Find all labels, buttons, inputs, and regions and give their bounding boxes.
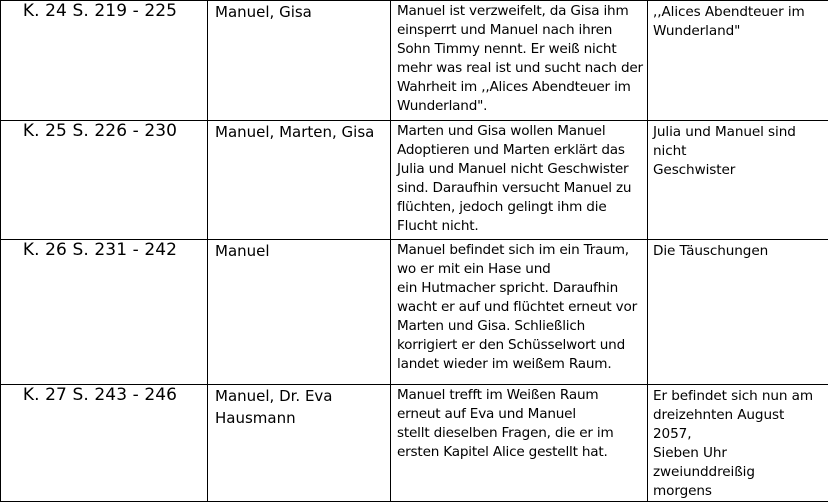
persons-text: Manuel [215,240,390,262]
summary-cell [391,1,648,121]
table-row [1,121,828,240]
persons-cell [208,1,391,121]
chapter-label: K. 25 S. 226 - 230 [23,121,177,141]
summary-text: Manuel ist verzweifelt, da Gisa ihm einsperrt und Manuel nach ihren Sohn Timmy nennt. Er weiß nicht mehr was real ist und sucht nach der Wahrheit im ,,Alices Abendteuer im Wunderland". [397,2,643,116]
note-text: Julia und Manuel sind nicht Geschwister [653,123,824,180]
persons-cell [208,240,391,385]
chapter-label: K. 26 S. 231 - 242 [23,240,177,260]
summary-text: Manuel trefft im Weißen Raum erneut auf Eva und Manuel stellt dieselben Fragen, die er im ersten Kapitel Alice gestellt hat. [397,386,643,462]
chapter-cell [1,1,208,121]
table-row [1,385,828,502]
persons-cell [208,121,391,240]
note-cell [648,385,828,502]
table-row [1,1,828,121]
summary-cell [391,385,648,502]
note-cell [648,121,828,240]
summary-cell [391,240,648,385]
summary-cell [391,121,648,240]
chapter-cell [1,240,208,385]
chapter-cell [1,121,208,240]
persons-cell [208,385,391,502]
persons-text: Manuel, Dr. Eva Hausmann [215,385,390,429]
chapter-label: K. 24 S. 219 - 225 [23,1,177,21]
chapter-cell [1,385,208,502]
note-text: Er befindet sich nun am dreizehnten August 2057, Sieben Uhr zweiunddreißig morgens [653,387,824,501]
note-text: ,,Alices Abendteuer im Wunderland" [653,3,824,41]
note-text: Die Täuschungen [653,242,824,261]
chapter-label: K. 27 S. 243 - 246 [23,385,177,405]
persons-text: Manuel, Marten, Gisa [215,121,390,143]
note-cell [648,240,828,385]
note-cell [648,1,828,121]
summary-text: Marten und Gisa wollen Manuel Adoptieren und Marten erklärt das Julia und Manuel nicht Geschwister sind. Daraufhin versucht Manuel zu flüchten, jedoch gelingt ihm die Flucht nicht. [397,122,643,236]
table-row [1,240,828,385]
persons-text: Manuel, Gisa [215,1,390,23]
summary-text: Manuel befindet sich im ein Traum, wo er mit ein Hase und ein Hutmacher spricht. Daraufhin wacht er auf und flüchtet erneut vor Marten und Gisa. Schließlich korrigiert er den Schüsselwort und landet wieder im weißem Raum. [397,241,643,374]
